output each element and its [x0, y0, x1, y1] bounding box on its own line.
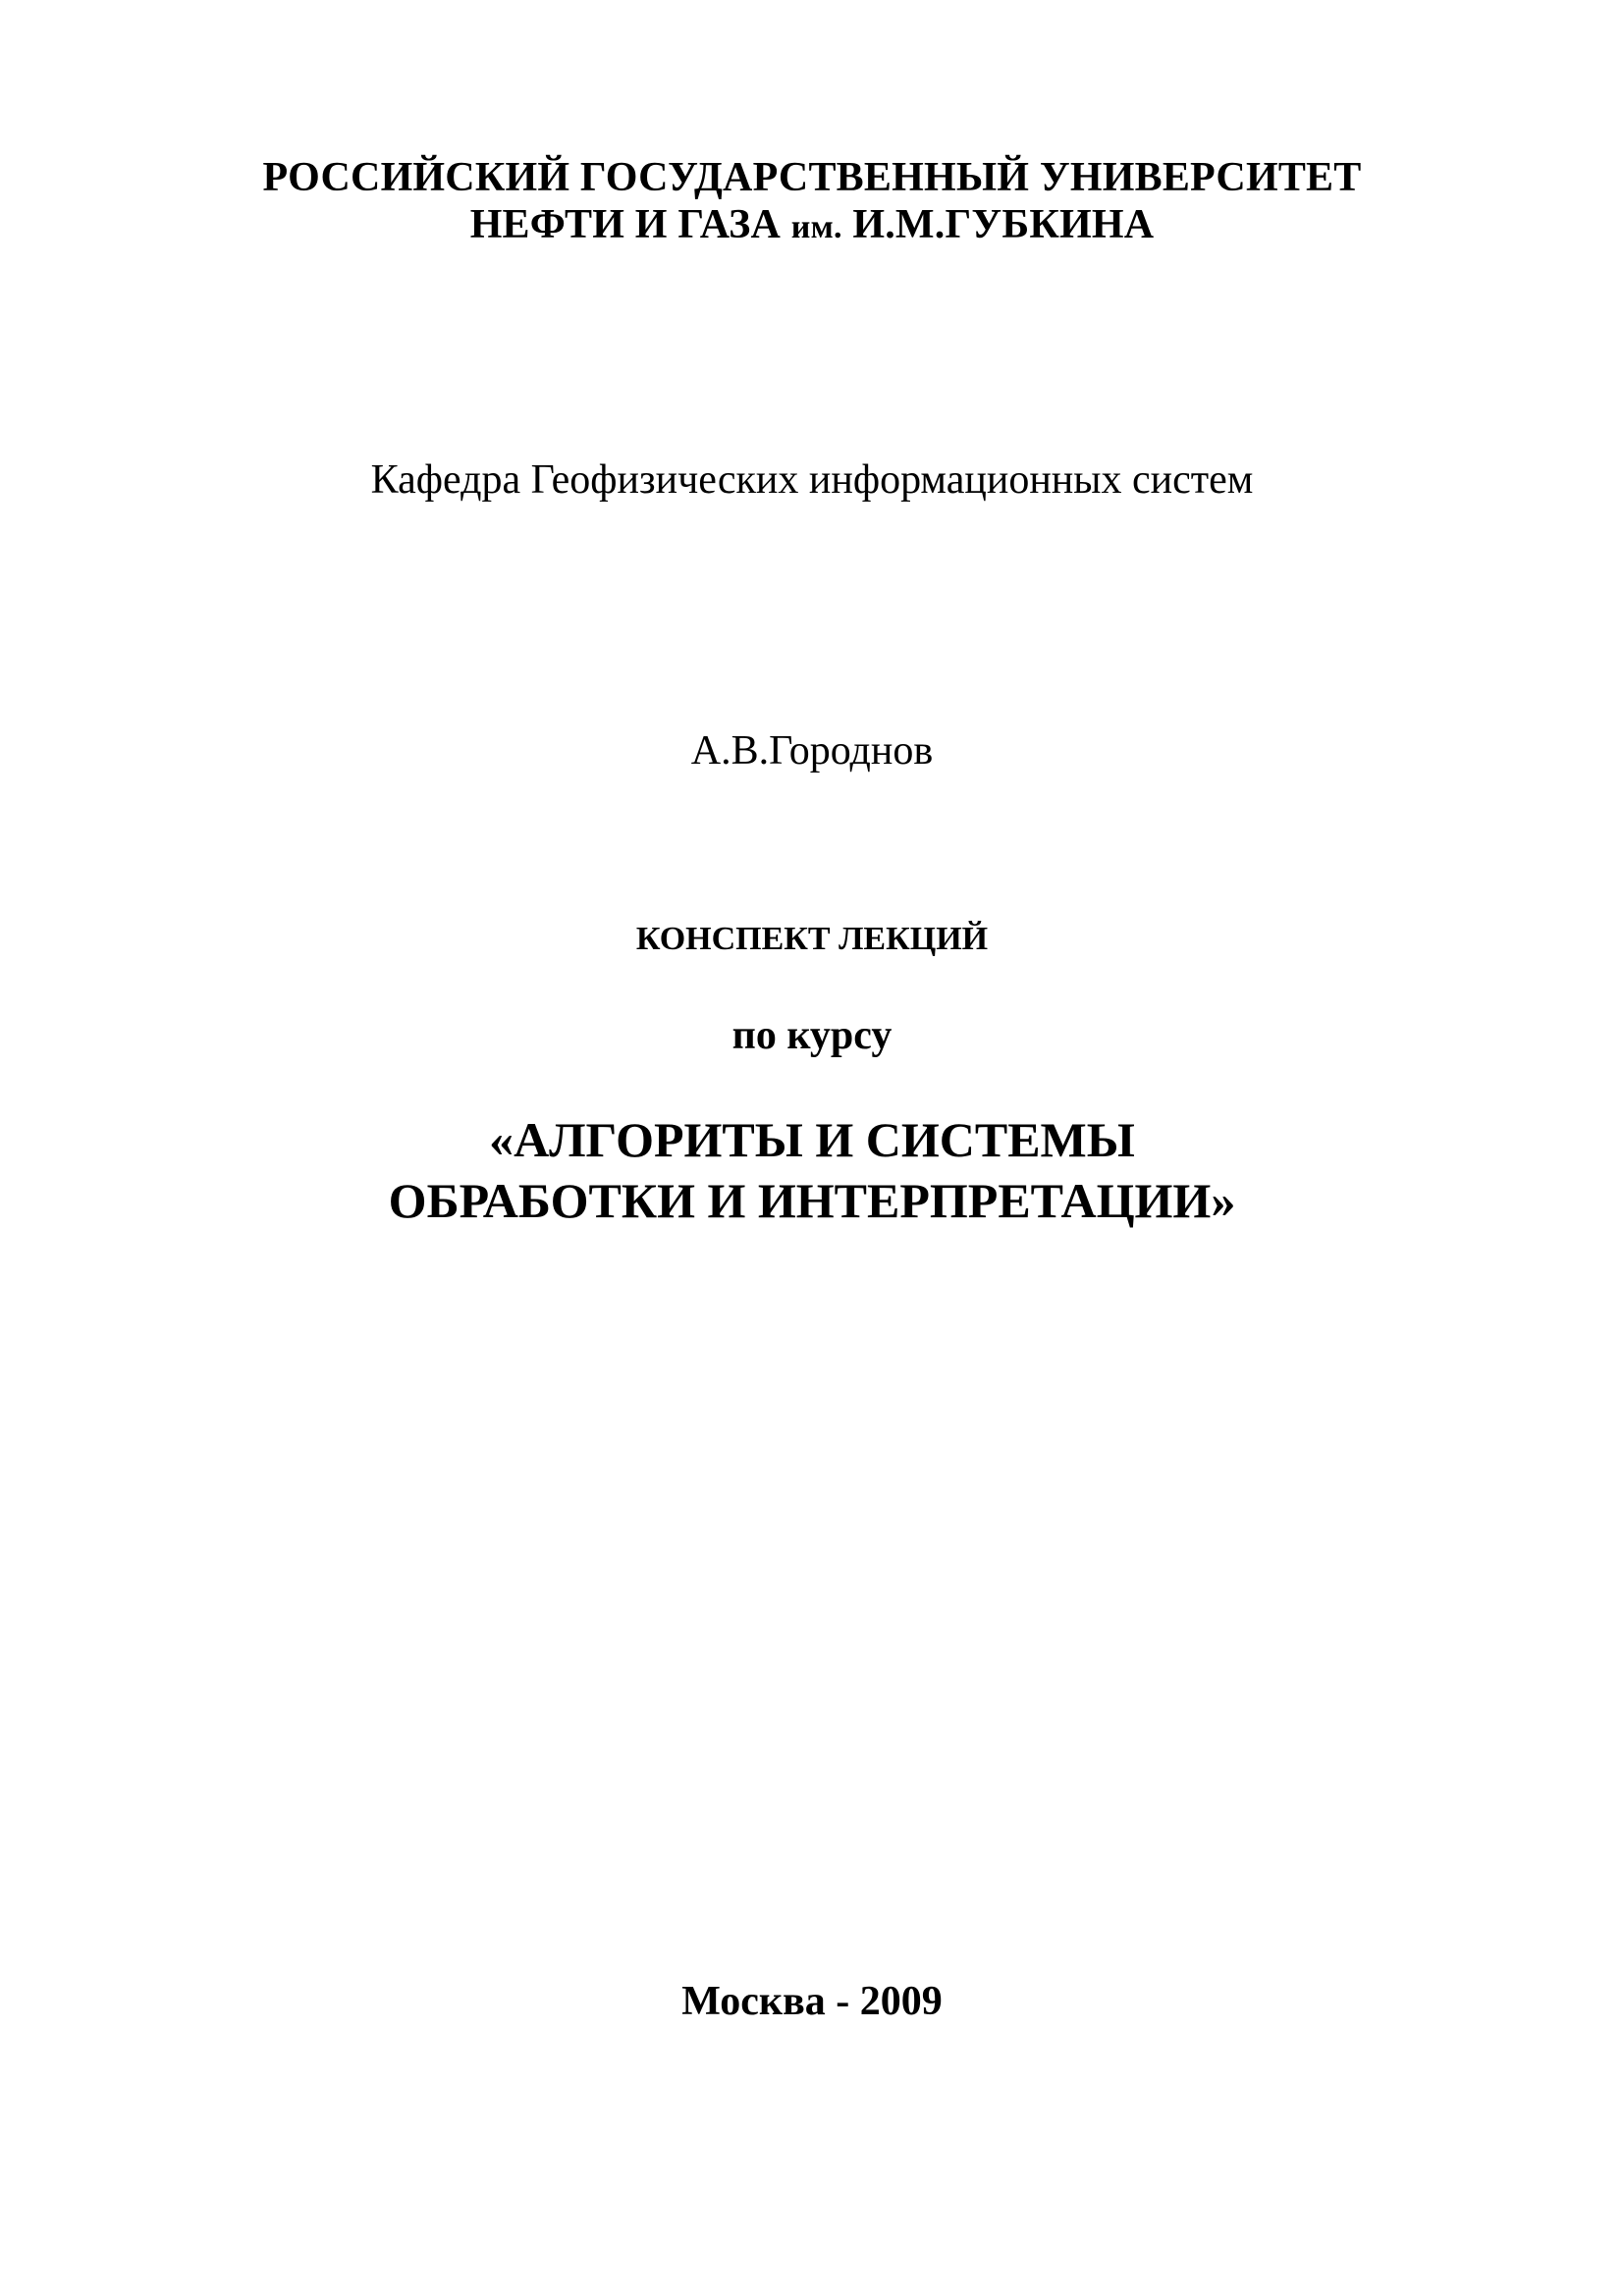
- author-name: А.В.Городнов: [690, 728, 934, 774]
- course-title-line-2: ОБРАБОТКИ И ИНТЕРПРЕТАЦИИ»: [388, 1173, 1236, 1228]
- department-name: Кафедра Геофизических информационных систем: [370, 457, 1254, 503]
- university-name-part-2: И.М.ГУБКИНА: [852, 202, 1155, 247]
- course-title-line-1: «АЛГОРИТЫ И СИСТЕМЫ: [489, 1112, 1135, 1167]
- course-intro: по курсу: [731, 1013, 893, 1058]
- university-name-part-1: НЕФТИ И ГАЗА: [469, 202, 782, 247]
- university-name-line-2: [0, 204, 1624, 245]
- city-year: Москва - 2009: [681, 1979, 943, 2024]
- document-type: КОНСПЕКТ ЛЕКЦИЙ: [635, 921, 989, 957]
- university-name-line-1: РОССИЙСКИЙ ГОСУДАРСТВЕННЫЙ УНИВЕРСИТЕТ: [262, 155, 1362, 200]
- university-name-im: им.: [790, 209, 842, 245]
